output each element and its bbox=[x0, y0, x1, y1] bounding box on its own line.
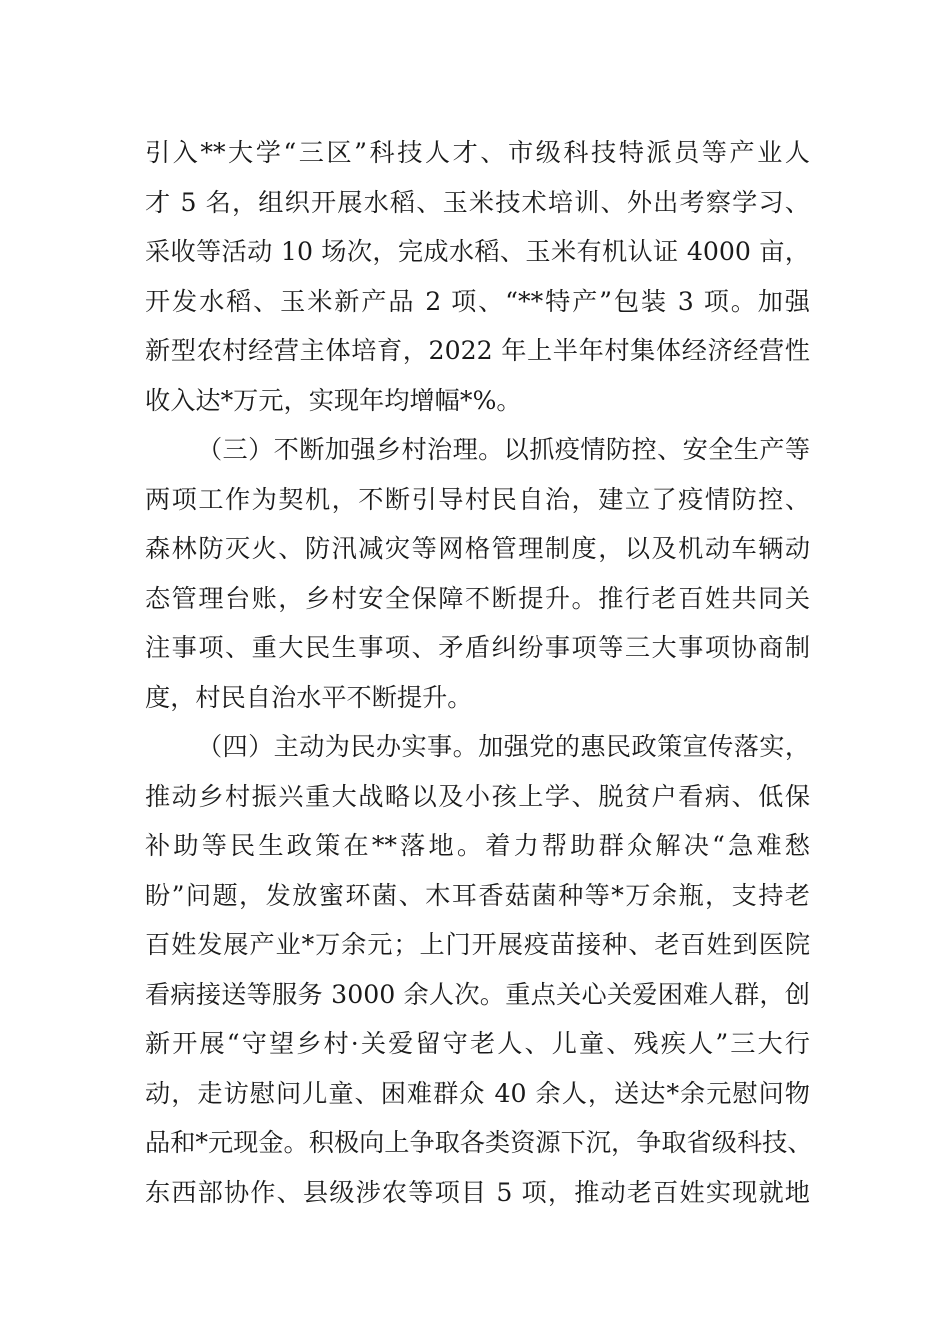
section-heading-line: （四）主动为民办实事。加强党的惠民政策宣传落实， bbox=[197, 732, 810, 761]
text-line: 补助等民生政策在**落地。着力帮助群众解决“急难愁 bbox=[145, 831, 810, 860]
text-line: 百姓发展产业*万余元；上门开展疫苗接种、老百姓到医院 bbox=[145, 930, 810, 959]
text-line: 态管理台账，乡村安全保障不断提升。推行老百姓共同关 bbox=[145, 583, 810, 613]
text-line: 度，村民自治水平不断提升。 bbox=[145, 682, 473, 712]
text-line: 新开展“守望乡村·关爱留守老人、儿童、残疾人”三大行 bbox=[145, 1029, 810, 1058]
text-line: 收入达*万元，实现年均增幅*%。 bbox=[145, 385, 522, 415]
text-line: 开发水稻、玉米新产品 2 项、“**特产”包装 3 项。加强 bbox=[145, 286, 810, 316]
text-line: 东西部协作、县级涉农等项目 5 项，推动老百姓实现就地 bbox=[145, 1177, 810, 1207]
paragraph-practical-affairs bbox=[145, 722, 813, 1217]
text-line: 品和*元现金。积极向上争取各类资源下沉，争取省级科技、 bbox=[145, 1128, 813, 1157]
text-line: 引入**大学“三区”科技人才、市级科技特派员等产业人 bbox=[145, 138, 810, 167]
text-line: 才 5 名，组织开展水稻、玉米技术培训、外出考察学习、 bbox=[145, 187, 810, 217]
text-line: 采收等活动 10 场次，完成水稻、玉米有机认证 4000 亩， bbox=[145, 237, 810, 266]
text-line: 推动乡村振兴重大战略以及小孩上学、脱贫户看病、低保 bbox=[145, 781, 810, 811]
text-line: 两项工作为契机，不断引导村民自治，建立了疫情防控、 bbox=[145, 484, 810, 514]
text-line: 看病接送等服务 3000 余人次。重点关心关爱困难人群，创 bbox=[145, 979, 810, 1009]
paragraph-industry-talent bbox=[145, 128, 810, 425]
text-line: 森林防灭火、防汛减灾等网格管理制度，以及机动车辆动 bbox=[145, 534, 810, 563]
section-heading-line: （三）不断加强乡村治理。以抓疫情防控、安全生产等 bbox=[197, 435, 810, 464]
text-line: 新型农村经营主体培育，2022 年上半年村集体经济经营性 bbox=[145, 336, 810, 365]
paragraph-rural-governance bbox=[145, 425, 810, 722]
text-line: 注事项、重大民生事项、矛盾纠纷事项等三大事项协商制 bbox=[145, 633, 810, 662]
text-line: 动，走访慰问儿童、困难群众 40 余人，送达*余元慰问物 bbox=[145, 1078, 810, 1108]
document-body bbox=[145, 128, 813, 1217]
text-line: 盼”问题，发放蜜环菌、木耳香菇菌种等*万余瓶，支持老 bbox=[145, 880, 810, 910]
